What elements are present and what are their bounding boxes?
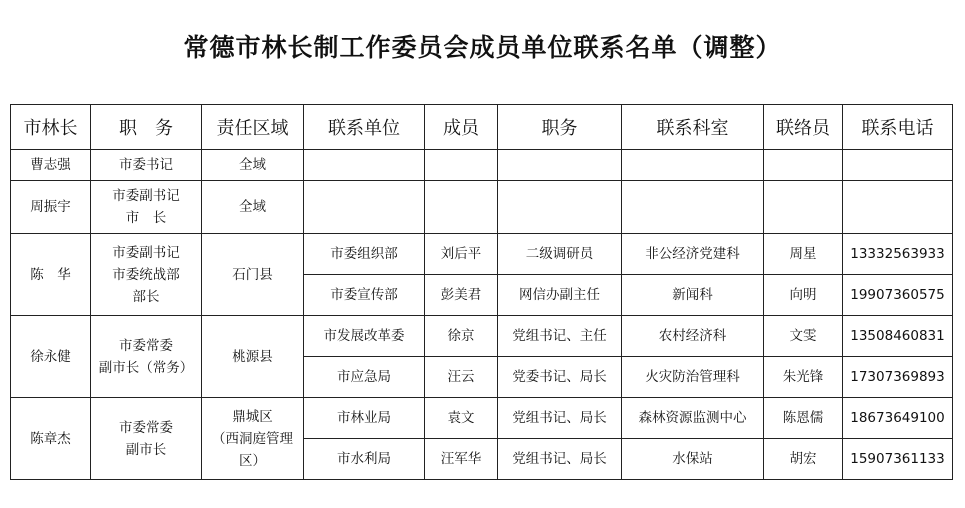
liaison-cell: 周星 [764, 234, 843, 275]
unit-cell [304, 150, 425, 181]
liaison-cell [764, 150, 843, 181]
leader-cell: 周振宇 [11, 181, 91, 234]
liaison-cell: 向明 [764, 275, 843, 316]
unit-cell: 市发展改革委 [304, 316, 425, 357]
table-row [11, 181, 953, 234]
leader-cell: 徐永健 [11, 316, 91, 398]
duty-line: 市委副书记 [112, 244, 180, 261]
member-cell: 汪云 [425, 357, 498, 398]
leader-cell: 陈章杰 [11, 398, 91, 480]
position-cell [498, 181, 622, 234]
office-cell: 新闻科 [622, 275, 764, 316]
position-cell: 党组书记、主任 [498, 316, 622, 357]
header-phone: 联系电话 [843, 105, 953, 150]
phone-cell: 17307369893 [843, 357, 953, 398]
office-cell [622, 181, 764, 234]
member-cell: 汪军华 [425, 439, 498, 480]
header-row [11, 105, 953, 150]
area-line: 全域 [239, 199, 266, 215]
header-area: 责任区域 [202, 105, 304, 150]
liaison-cell: 朱光锋 [764, 357, 843, 398]
unit-cell: 市水利局 [304, 439, 425, 480]
unit-cell: 市林业局 [304, 398, 425, 439]
table-row [11, 234, 953, 275]
area-line: 区） [239, 452, 266, 469]
area-line: （西洞庭管理 [212, 430, 293, 447]
duty-line: 市委书记 [119, 157, 173, 173]
member-cell: 袁文 [425, 398, 498, 439]
area-cell [202, 316, 304, 398]
header-office: 联系科室 [622, 105, 764, 150]
position-cell: 党组书记、局长 [498, 439, 622, 480]
phone-cell [843, 181, 953, 234]
header-unit: 联系单位 [304, 105, 425, 150]
unit-cell: 市委组织部 [304, 234, 425, 275]
position-cell [498, 150, 622, 181]
header-liaison: 联络员 [764, 105, 843, 150]
area-cell [202, 234, 304, 316]
table-row [11, 150, 953, 181]
phone-cell: 19907360575 [843, 275, 953, 316]
leader-cell: 曹志强 [11, 150, 91, 181]
unit-cell: 市应急局 [304, 357, 425, 398]
header-member: 成员 [425, 105, 498, 150]
phone-cell: 18673649100 [843, 398, 953, 439]
header-duty: 职 务 [91, 105, 202, 150]
contact-table [10, 104, 953, 480]
member-cell: 刘后平 [425, 234, 498, 275]
unit-cell [304, 181, 425, 234]
leader-cell: 陈 华 [11, 234, 91, 316]
position-cell: 党组书记、局长 [498, 398, 622, 439]
area-cell [202, 181, 304, 234]
duty-cell [91, 316, 202, 398]
area-cell [202, 398, 304, 480]
area-line: 全域 [239, 157, 266, 173]
duty-cell [91, 150, 202, 181]
office-cell: 水保站 [622, 439, 764, 480]
member-cell [425, 150, 498, 181]
office-cell: 森林资源监测中心 [622, 398, 764, 439]
office-cell: 农村经济科 [622, 316, 764, 357]
phone-cell: 15907361133 [843, 439, 953, 480]
duty-line: 市委常委 [119, 419, 173, 436]
member-cell [425, 181, 498, 234]
duty-line: 副市长（常务） [98, 359, 194, 376]
phone-cell [843, 150, 953, 181]
area-line: 桃源县 [232, 348, 273, 365]
area-line: 鼎城区 [232, 408, 273, 425]
phone-cell: 13508460831 [843, 316, 953, 357]
liaison-cell: 胡宏 [764, 439, 843, 480]
duty-line: 市委常委 [119, 337, 173, 354]
office-cell: 非公经济党建科 [622, 234, 764, 275]
area-cell [202, 150, 304, 181]
table-row [11, 316, 953, 357]
liaison-cell [764, 181, 843, 234]
duty-line: 市委统战部 [112, 266, 180, 283]
liaison-cell: 陈恩儒 [764, 398, 843, 439]
office-cell [622, 150, 764, 181]
liaison-cell: 文雯 [764, 316, 843, 357]
header-position: 职务 [498, 105, 622, 150]
duty-cell [91, 234, 202, 316]
position-cell: 网信办副主任 [498, 275, 622, 316]
duty-cell [91, 181, 202, 234]
office-cell: 火灾防治管理科 [622, 357, 764, 398]
member-cell: 徐京 [425, 316, 498, 357]
header-leader: 市林长 [11, 105, 91, 150]
duty-line: 副市长 [125, 441, 167, 458]
document-title: 常德市林长制工作委员会成员单位联系名单（调整） [183, 33, 782, 62]
duty-line: 市 长 [125, 210, 167, 226]
position-cell: 党委书记、局长 [498, 357, 622, 398]
area-line: 石门县 [232, 266, 273, 283]
phone-cell: 13332563933 [843, 234, 953, 275]
table-row [11, 398, 953, 439]
unit-cell: 市委宣传部 [304, 275, 425, 316]
duty-cell [91, 398, 202, 480]
duty-line: 部长 [132, 288, 160, 305]
position-cell: 二级调研员 [498, 234, 622, 275]
member-cell: 彭美君 [425, 275, 498, 316]
duty-line: 市委副书记 [112, 188, 180, 204]
